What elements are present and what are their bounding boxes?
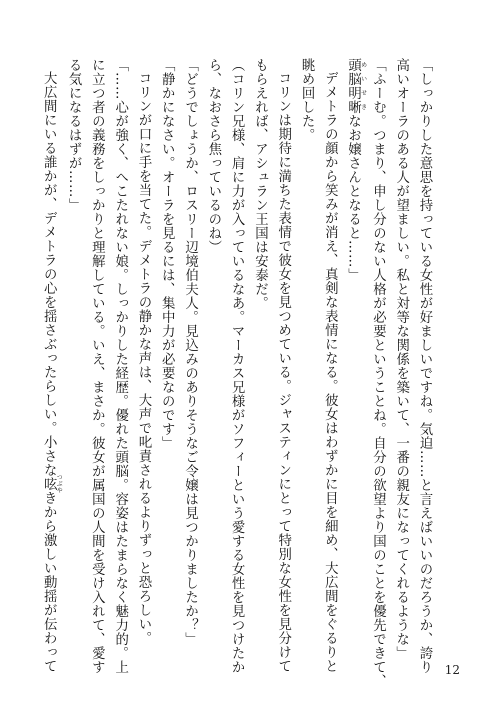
text-line: 眺め回した。	[299, 58, 315, 142]
text-line: ら、なおさら焦っているのね）	[205, 58, 221, 254]
ruby-base: 頭脳明晰	[345, 58, 361, 114]
text-line: 「しっかりした意思を持っている女性が好ましいですね。気迫……と言えばいいのだろうか、誇り	[417, 58, 432, 674]
text-line: （コリン兄様、肩に力が入っているなあ。マーカス兄様がソフィーという愛する女性を見つけたか	[229, 58, 245, 674]
text-line	[37, 58, 63, 674]
text-line: 「……心が強く、へこたれない娘。しっかりした経歴。優れた頭脳。容姿はたまらなく魅力的。上	[112, 58, 128, 674]
text-line: る気になるはずが……」	[66, 58, 82, 212]
text-line: に立つ者の義務をしっかりと理解している。いえ、まさか。彼女が属国の人間を受け入れて、愛す	[89, 58, 105, 674]
page-number: 12	[444, 663, 460, 677]
text-line: 「どうでしょうか、ロスリー辺境伯夫人。見込みのありそうなご令嬢は見つかりましたか？」	[182, 58, 198, 646]
ruby-annotation	[41, 474, 63, 495]
text-segment: 大広間にいる誰かが、デメトラの心を揺さぶったらしい。小さな	[41, 71, 57, 478]
body-text	[41, 58, 436, 688]
text-line: 「ふーむ。つまり、申し分のない人格が必要ということね。自分の欲望より国のことを優先できて、	[370, 58, 386, 688]
text-segment: きから激しい動揺が伝わって	[41, 491, 57, 674]
text-line: 「静かになさい。オーラを見るには、集中力が必要なのです」	[159, 58, 175, 450]
text-segment: なお嬢さんとなると……」	[345, 114, 361, 282]
ruby-base: 呟	[41, 474, 57, 495]
ruby-reading: つぶや	[55, 474, 63, 495]
ruby-reading: めいせき	[359, 58, 367, 114]
text-line: コリンが口に手を当てた。デメトラの静かな声は、大声で叱責されるよりずっと恐ろしい。	[135, 71, 151, 646]
text-line: 高いオーラのある人が望ましい。私と対等な関係を築いて、一番の親友になってくれるような」	[393, 58, 409, 660]
text-line	[341, 58, 366, 624]
text-line: もらえれば、アシュラン王国は安泰だ。	[252, 58, 268, 310]
text-line: デメトラの顔から笑みが消え、真剣な表情になる。彼女はわずかに目を細め、大広間をぐるりと	[322, 71, 338, 674]
ruby-annotation	[345, 58, 367, 114]
text-line: コリンは期待に満ちた表情で彼女を見つめている。ジャスティンにとって特別な女性を見分けて	[275, 71, 291, 674]
